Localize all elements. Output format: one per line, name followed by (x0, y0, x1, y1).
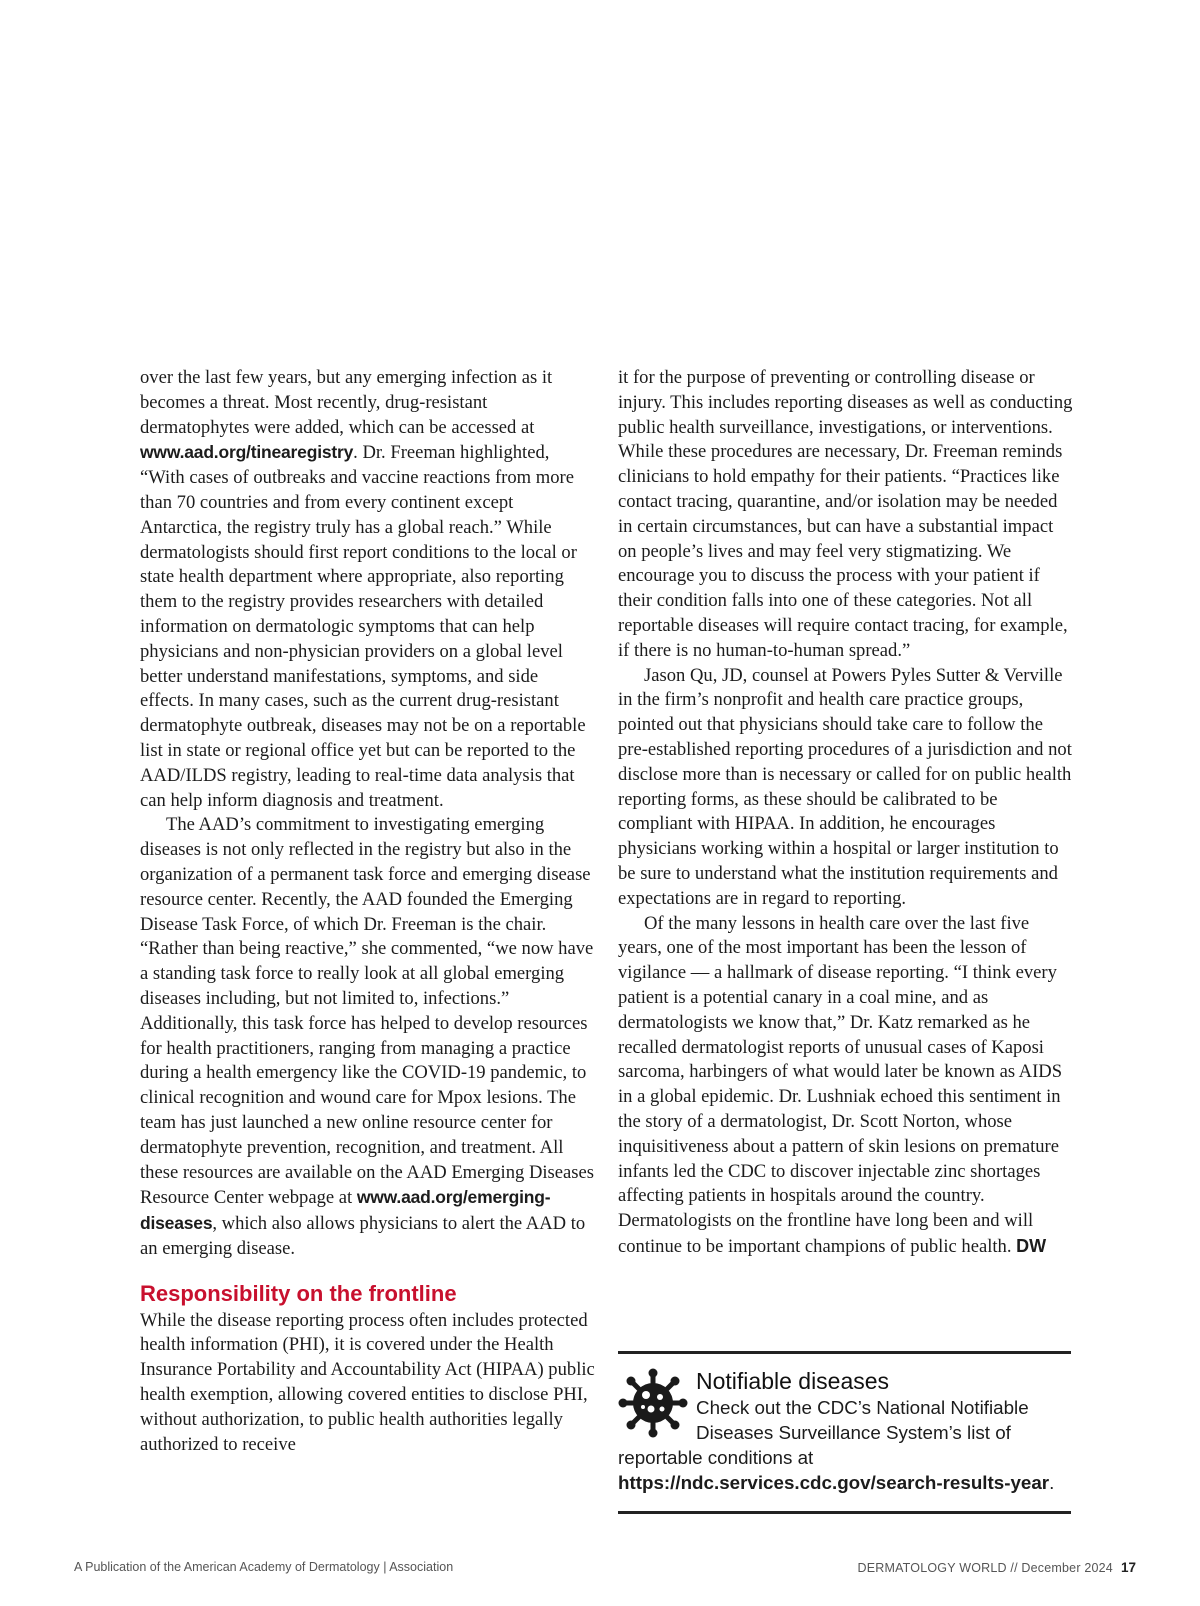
page-number: 17 (1120, 1560, 1136, 1575)
notifiable-diseases-sidebar (618, 1351, 1071, 1514)
footer-publisher: A Publication of the American Academy of Dermatology | Association (74, 1560, 454, 1574)
publication-name: DERMATOLOGY WORLD // December 2024 (857, 1561, 1113, 1575)
paragraph-registry (140, 366, 595, 813)
sidebar-text: Check out the CDC’s National Notifiable Diseases Surveillance System’s list of reportable conditions at (618, 1397, 1029, 1468)
paragraph-text: . Dr. Freeman highlighted, “With cases of outbreaks and vaccine reactions from more than 70 countries and from every continent except Antarctica, the registry truly has a global reach.” While dermatologists should first report conditions to the local or state health department where appropriate, also reporting them to the registry provides researchers with detailed information on dermatologic symptoms that can help physicians and non-physician providers on a global level better understand manifestations, symptoms, and side effects. In many cases, such as the current drug-resistant dermatophyte outbreak, diseases may not be on a reportable list in state or regional office yet but can be reported to the AAD/ILDS registry, leading to real-time data analysis that can help inform diagnosis and treatment. (140, 442, 586, 811)
tinea-registry-link[interactable]: www.aad.org/tinearegistry (140, 442, 354, 463)
emerging-diseases-link[interactable]: www.aad.org/emerging-diseases (140, 1187, 551, 1234)
sidebar-end: . (1049, 1472, 1055, 1493)
virus-icon (618, 1368, 688, 1438)
sidebar-title: Notifiable diseases (696, 1368, 890, 1394)
paragraph-purpose: it for the purpose of preventing or controlling disease or injury. This includes reporting diseases as well as conducting public health surveillance, investigations, or interventions. While these procedures are necessary, Dr. Freeman reminds clinicians to hold empathy for their patients. “Practices like contact tracing, quarantine, and/or isolation may be needed in certain circumstances, but can have a substantial impact on people’s lives and may feel very stigmatizing. We encourage you to discuss the process with your patient if their condition falls into one of these categories. Not all reportable diseases will require contact tracing, for example, if there is no human-to-human spread.” (618, 367, 1073, 661)
left-column (140, 366, 595, 1457)
footer-issue (857, 1560, 1136, 1575)
signoff-mark: DW (1016, 1235, 1047, 1256)
paragraph-text: , which also allows physicians to alert the AAD to an emerging disease. (140, 1213, 586, 1259)
section-heading: Responsibility on the frontline (140, 1280, 457, 1306)
paragraph-task-force (140, 813, 595, 1261)
paragraph-jason-qu: Jason Qu, JD, counsel at Powers Pyles Sutter & Verville in the firm’s nonprofit and health care practice groups, pointed out that physicians should take care to follow the pre-established reporting procedures of a jurisdiction and not disclose more than is necessary or called for on public health reporting forms, as these should be calibrated to be compliant with HIPAA. In addition, he encourages physicians working within a hospital or larger institution to be sure to understand what the institution requirements and expectations are in regard to reporting. (618, 664, 1072, 909)
right-column (618, 366, 1073, 1260)
paragraph-text: over the last few years, but any emerging infection as it becomes a threat. Most recently, drug-resistant dermatophytes were added, which can be accessed at (140, 367, 553, 438)
paragraph-text: Of the many lessons in health care over the last five years, one of the most important has been the lesson of vigilance — a hallmark of disease reporting. “I think every patient is a potential canary in a coal mine, and as dermatologists we know that,” Dr. Katz remarked as he recalled dermatologist reports of unusual cases of Kaposi sarcoma, harbingers of what would later be known as AIDS in a global epidemic. Dr. Lushniak echoed this sentiment in the story of a dermatologist, Dr. Scott Norton, whose inquisitiveness about a pattern of skin lesions on premature infants led the CDC to discover injectable zinc shortages affecting patients in hospitals around the country. Dermatologists on the frontline have long been and will continue to be important champions of public health. (618, 912, 1063, 1257)
paragraph-text: The AAD’s commitment to investigating emerging diseases is not only reflected in the registry but also in the organization of a permanent task force and emerging disease resource center. Recently, the AAD founded the Emerging Disease Task Force, of which Dr. Freeman is the chair. “Rather than being reactive,” she commented, “we now have a standing task force to really look at all global emerging diseases including, but not limited to, infections.” Additionally, this task force has helped to develop resources for health practitioners, ranging from managing a practice during a health emergency like the COVID-19 pandemic, to clinical recognition and wound care for Mpox lesions. The team has just launched a new online resource center for dermatophyte prevention, recognition, and treatment. All these resources are available on the AAD Emerging Diseases Resource Center webpage at (140, 814, 595, 1209)
paragraph-vigilance (618, 912, 1073, 1260)
cdc-link[interactable]: https://ndc.services.cdc.gov/search-results-year (618, 1472, 1050, 1493)
paragraph-hipaa: While the disease reporting process often includes protected health information (PHI), it is covered under the Health Insurance Portability and Accountability Act (HIPAA) public health exemption, allowing covered entities to disclose PHI, without authorization, to public health authorities legally authorized to receive (140, 1309, 595, 1455)
